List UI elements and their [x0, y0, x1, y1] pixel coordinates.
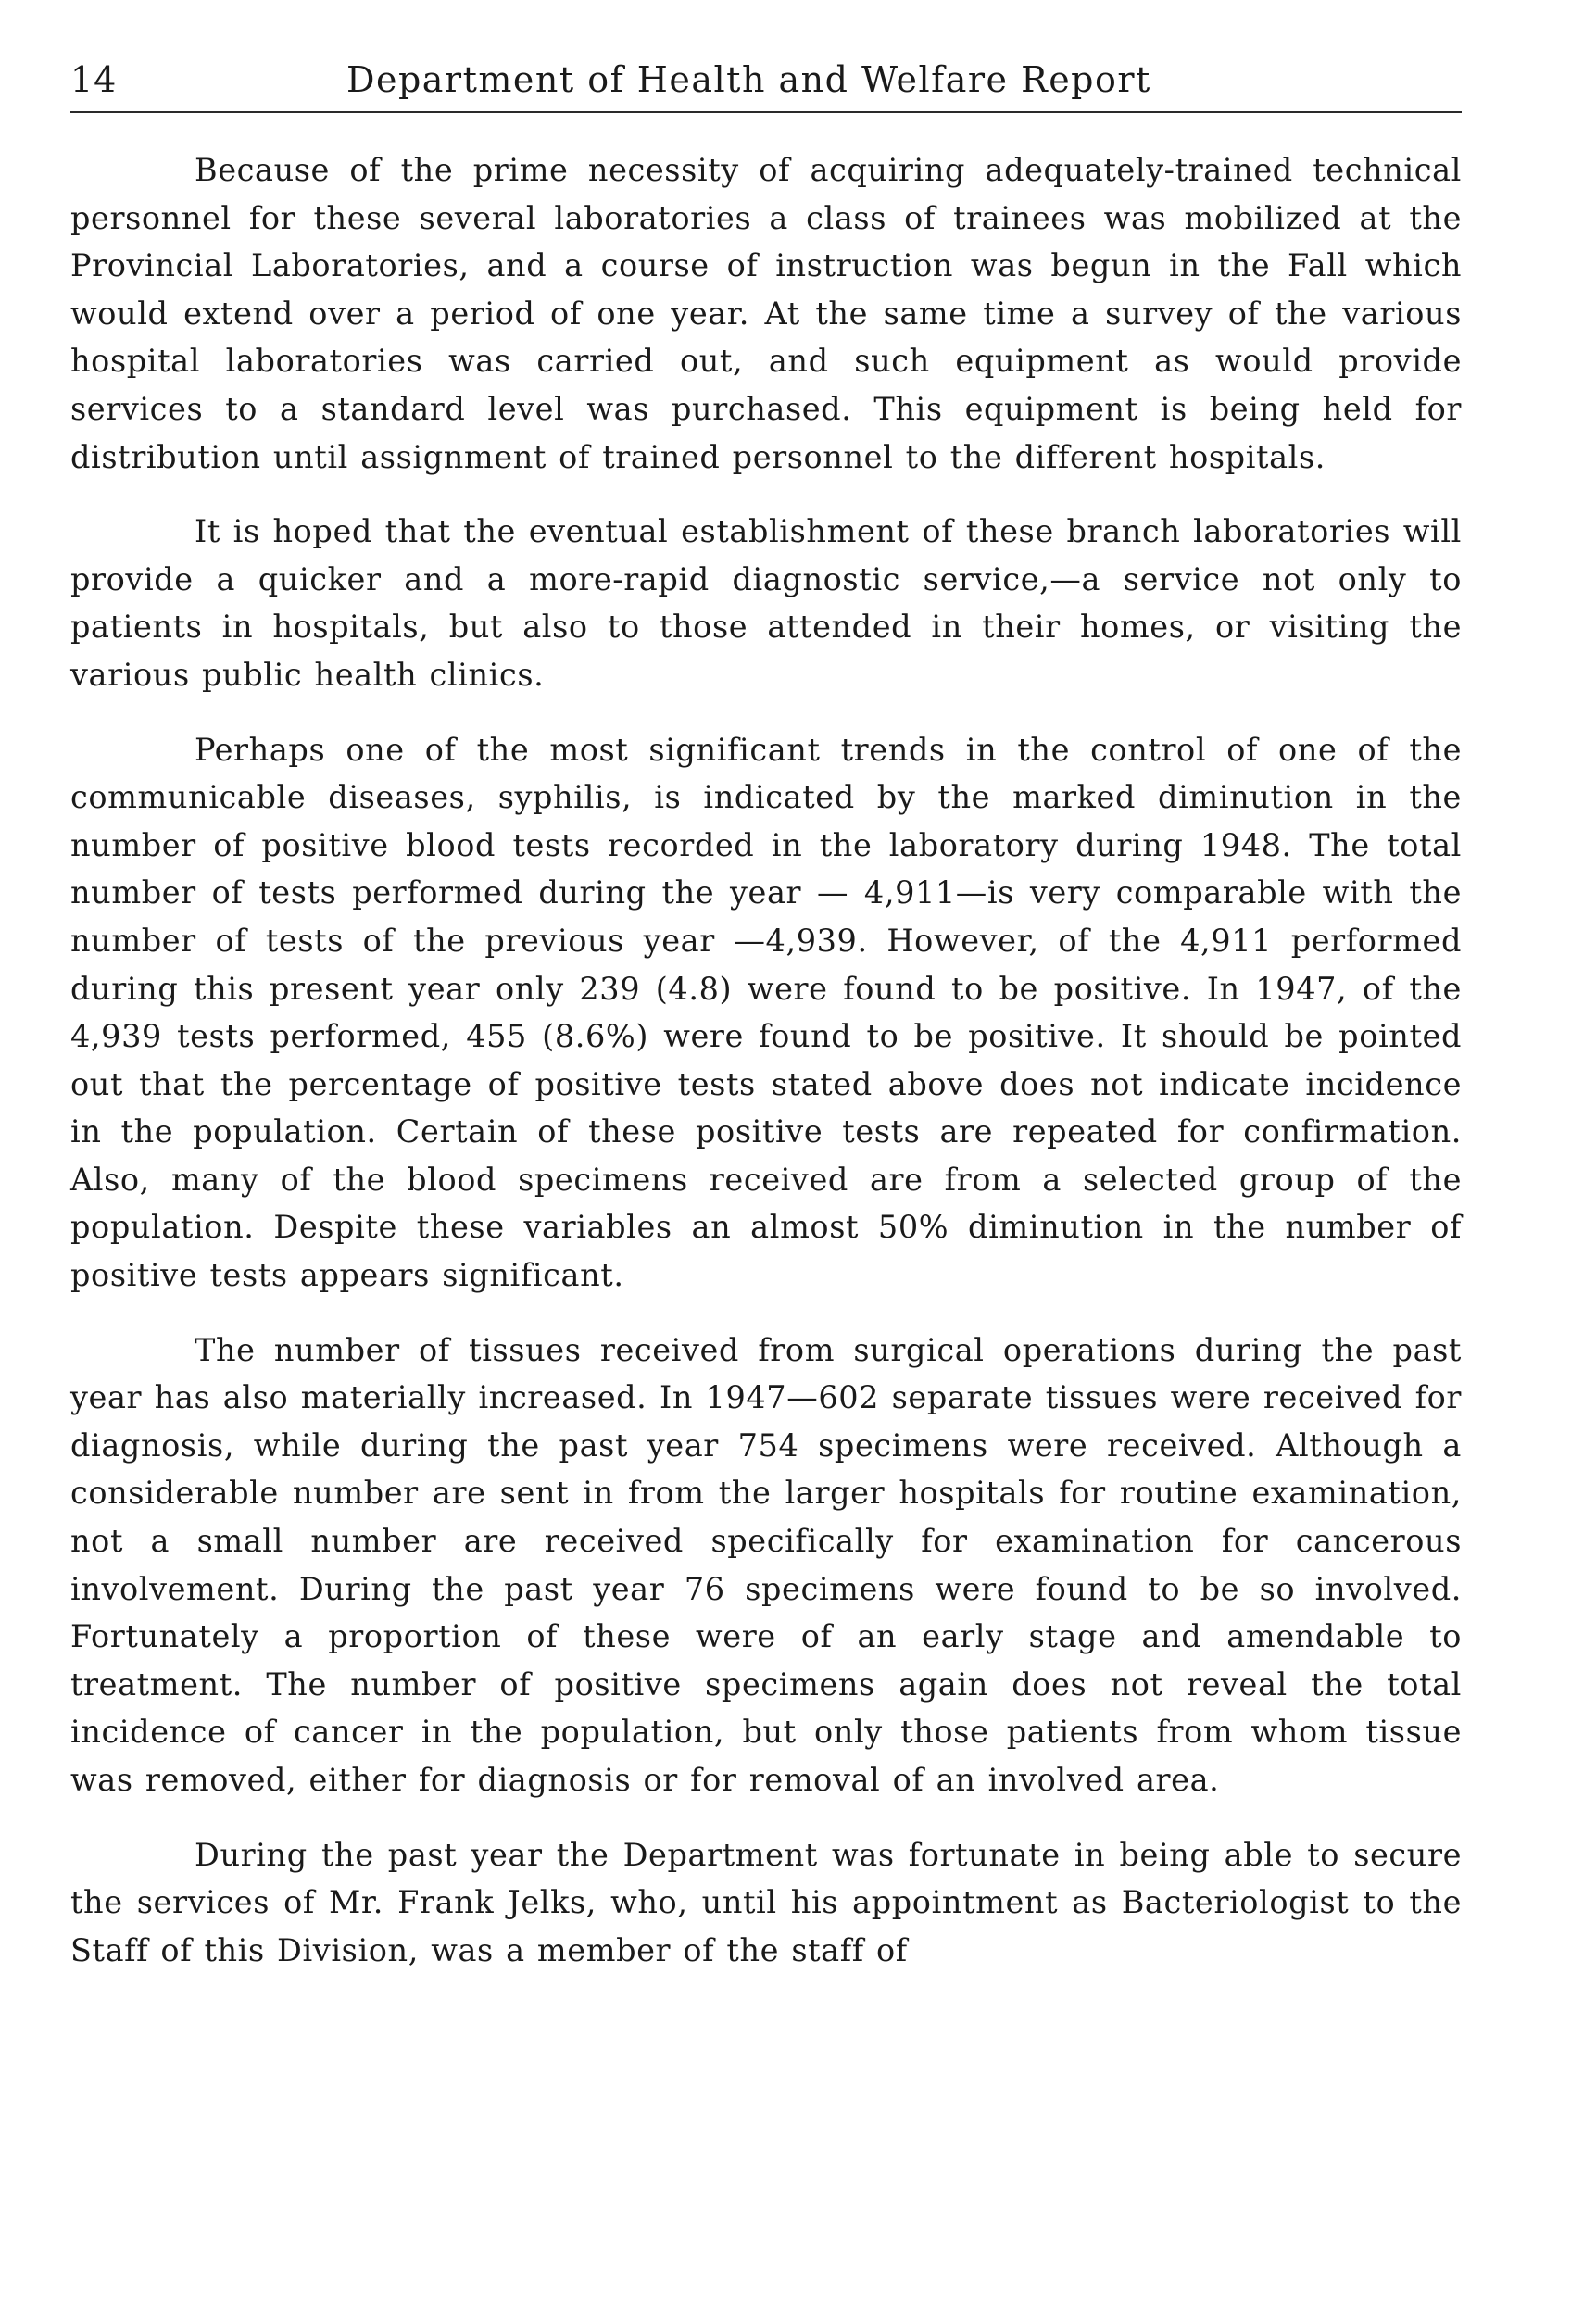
- body-text: [70, 146, 1462, 2001]
- paragraph-branch-laboratories: It is hoped that the eventual establishment of these branch laboratories will provide a quicker and a more-rapid diagnostic service,—a service not only to patients in hospitals, but also to those attended in their homes, or visiting the various public health clinics.: [70, 513, 1462, 693]
- paragraph-syphilis-tests: Perhaps one of the most significant trends in the control of one of the communicable diseases, syphilis, is indicated by the marked diminution in the number of positive blood tests recorded in the laboratory during 1948. The total number of tests performed during the year — 4,911—is very comparable with the number of tests of the previous year —4,939. However, of the 4,911 performed during this present year only 239 (4.8) were found to be positive. In 1947, of the 4,939 tests performed, 455 (8.6%) were found to be positive. It should be pointed out that the percentage of positive tests stated above does not indicate incidence in the population. Certain of these positive tests are repeated for confirmation. Also, many of the blood specimens received are from a selected group of the population. Despite these variables an almost 50% diminution in the number of positive tests appears significant.: [70, 731, 1462, 1294]
- paragraph-tissues: The number of tissues received from surgical operations during the past year has also materially increased. In 1947—602 separate tissues were received for diagnosis, while during the past year 754 specimens were received. Although a considerable number are sent in from the larger hospitals for routine examination, not a small number are received specifically for examination for cancerous involvement. During the past year 76 specimens were found to be so involved. Fortunately a proportion of these were of an early stage and amendable to treatment. The number of positive specimens again does not reveal the total incidence of cancer in the population, but only those patients from whom tissue was removed, either for diagnosis or for removal of an involved area.: [70, 1331, 1462, 1798]
- page-number: 14: [70, 59, 118, 100]
- running-title: Department of Health and Welfare Report: [346, 59, 1151, 100]
- paragraph-trainees: Because of the prime necessity of acquiring adequately-trained technical personnel for these several laboratories a class of trainees was mobilized at the Provincial Laboratories, and a course of instruction was begun in the Fall which would extend over a period of one year. At the same time a survey of the various hospital laboratories was carried out, and such equipment as would provide services to a standard level was purchased. This equipment is being held for distribution until assignment of trained personnel to the different hospitals.: [70, 152, 1462, 475]
- page-header: [70, 54, 1462, 113]
- paragraph-staff: During the past year the Department was fortunate in being able to secure the services of Mr. Frank Jelks, who, until his appointment as Bacteriologist to the Staff of this Division, was a member of the staff of: [70, 1836, 1462, 1968]
